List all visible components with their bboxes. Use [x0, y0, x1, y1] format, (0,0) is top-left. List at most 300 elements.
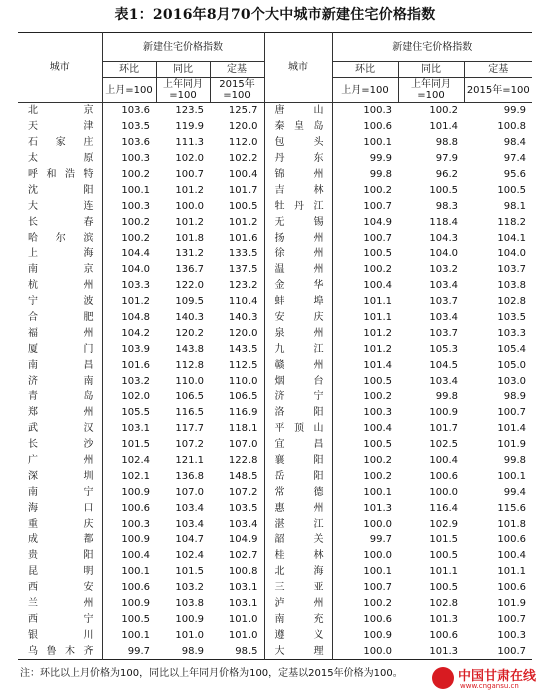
cell-mom-left: 100.6: [102, 500, 156, 516]
cell-city-right: 济 宁: [264, 389, 332, 405]
cell-yoy-left: 109.5: [175, 296, 204, 308]
cell-mom-right: 100.0: [332, 548, 398, 564]
cell-yoy-left: 101.2: [175, 184, 204, 196]
cell-mom-left: 100.9: [102, 532, 156, 548]
cell-base-right: 115.6: [497, 502, 527, 514]
cell-yoy-right: 102.9: [429, 518, 459, 530]
cell-base-right: 101.8: [497, 518, 527, 530]
cell-mom-left: 103.5: [102, 119, 156, 135]
cell-city-right: 常 德: [264, 484, 332, 500]
cell-mom-left: 100.2: [102, 230, 156, 246]
table-row: [18, 627, 532, 643]
cell-base-right: 105.4: [497, 343, 527, 355]
cell-city-left: 石家庄: [28, 137, 94, 149]
cell-mom-left: 103.6: [102, 103, 156, 119]
cell-base-left: 110.0: [228, 375, 258, 387]
cell-yoy-right: 104.3: [429, 232, 459, 244]
cell-base-left: 101.6: [228, 232, 258, 244]
cell-city-left: 厦 门: [28, 343, 94, 355]
cell-yoy-left: 143.8: [175, 343, 204, 355]
table-row: [18, 389, 532, 405]
cell-yoy-right: 97.9: [435, 153, 459, 165]
cell-mom-right: 99.8: [332, 167, 398, 183]
cell-base-right: 100.7: [497, 407, 527, 419]
table-row: [18, 262, 532, 278]
cell-mom-right: 100.2: [332, 468, 398, 484]
cell-base-right: 95.6: [503, 169, 527, 180]
cell-base-left: 100.4: [228, 169, 258, 180]
cell-yoy-right: 103.4: [429, 375, 459, 387]
cell-mom-right: 100.1: [332, 135, 398, 151]
cell-base-right: 100.4: [497, 550, 527, 562]
cell-yoy-right: 101.1: [429, 566, 459, 578]
cell-city-left: 沈 阳: [28, 184, 94, 196]
cell-city-right: 岳 阳: [264, 468, 332, 484]
cell-yoy-left: 102.0: [175, 153, 204, 165]
cell-base-left: 118.1: [228, 423, 258, 435]
cell-mom-left: 101.2: [102, 294, 156, 310]
cell-city-right: 宜 昌: [264, 437, 332, 453]
cell-mom-left: 104.0: [102, 262, 156, 278]
base-base-label-right: 2015年=100: [464, 78, 532, 103]
cell-base-right: 97.4: [503, 153, 527, 165]
cell-city-left: 乌鲁木齐: [28, 645, 94, 657]
cell-base-right: 100.1: [497, 470, 527, 482]
cell-city-left: 长 春: [28, 216, 94, 228]
cell-city-left: 青 岛: [28, 391, 94, 403]
cell-base-right: 118.2: [497, 216, 527, 228]
cell-city-left: 哈尔滨: [28, 232, 94, 244]
cell-mom-right: 100.5: [332, 437, 398, 453]
cell-yoy-right: 99.8: [435, 391, 459, 403]
cell-city-right: 韶 关: [264, 532, 332, 548]
cell-mom-left: 103.9: [102, 341, 156, 357]
cell-yoy-left: 121.1: [175, 455, 204, 467]
cell-mom-right: 101.2: [332, 325, 398, 341]
cell-base-left: 103.1: [228, 598, 258, 610]
cell-city-right: 北 海: [264, 564, 332, 580]
table-row: [18, 468, 532, 484]
cell-mom-left: 104.4: [102, 246, 156, 262]
table-row: [18, 310, 532, 326]
cell-mom-right: 101.4: [332, 357, 398, 373]
cell-city-right: 金 华: [264, 278, 332, 294]
cell-mom-right: 100.5: [332, 373, 398, 389]
index-group-header-right: 新建住宅价格指数: [332, 33, 532, 62]
cell-yoy-right: 100.0: [429, 486, 459, 498]
base-header: 定基: [210, 62, 264, 78]
yoy-base-label-right: 上年同月=100: [398, 78, 464, 103]
cell-city-right: 桂 林: [264, 548, 332, 564]
cell-yoy-right: 103.7: [429, 296, 459, 308]
cell-base-right: 99.8: [503, 455, 527, 467]
cell-yoy-right: 101.5: [429, 534, 459, 546]
cell-mom-right: 100.6: [332, 612, 398, 628]
cell-city-left: 太 原: [28, 153, 94, 165]
cell-yoy-left: 117.7: [175, 423, 204, 435]
cell-base-left: 125.7: [228, 105, 258, 117]
cell-mom-left: 100.4: [102, 548, 156, 564]
cell-mom-right: 101.1: [332, 310, 398, 326]
cell-city-right: 泉 州: [264, 325, 332, 341]
cell-yoy-right: 101.3: [429, 645, 459, 657]
cell-yoy-left: 123.5: [175, 105, 204, 117]
cell-base-left: 137.5: [228, 264, 258, 276]
cell-yoy-left: 101.0: [175, 629, 204, 641]
cell-yoy-right: 104.0: [429, 248, 459, 260]
table-row: [18, 357, 532, 373]
cell-mom-right: 100.2: [332, 262, 398, 278]
table-row: [18, 516, 532, 532]
cell-yoy-left: 102.4: [175, 550, 204, 562]
cell-yoy-left: 131.2: [175, 248, 204, 260]
cell-city-left: 海 口: [28, 502, 94, 514]
city-column-header: 城市: [18, 33, 102, 103]
cell-city-right: 湛 江: [264, 516, 332, 532]
cell-yoy-left: 110.0: [175, 375, 204, 387]
city-column-header-right: 城市: [264, 33, 332, 103]
cell-city-right: 九 江: [264, 341, 332, 357]
cell-yoy-right: 100.2: [429, 105, 459, 117]
cell-mom-left: 100.1: [102, 182, 156, 198]
cell-city-right: 丹 东: [264, 151, 332, 167]
cell-mom-right: 100.7: [332, 198, 398, 214]
cell-mom-right: 99.7: [332, 532, 398, 548]
cell-city-left: 天 津: [28, 121, 94, 133]
table-row: [18, 119, 532, 135]
table-row: [18, 596, 532, 612]
cell-base-left: 101.7: [228, 184, 258, 196]
cell-yoy-left: 107.0: [175, 486, 204, 498]
cell-base-right: 101.4: [497, 423, 527, 435]
cell-base-left: 107.2: [228, 486, 258, 498]
cell-base-left: 103.1: [228, 582, 258, 594]
cell-city-left: 福 州: [28, 327, 94, 339]
cell-mom-right: 100.9: [332, 627, 398, 643]
cell-city-left: 兰 州: [28, 598, 94, 610]
cell-base-left: 140.3: [228, 312, 258, 324]
cell-mom-left: 105.5: [102, 405, 156, 421]
cell-mom-left: 104.2: [102, 325, 156, 341]
cell-yoy-left: 120.2: [175, 327, 204, 339]
cell-city-right: 惠 州: [264, 500, 332, 516]
cell-yoy-right: 98.3: [435, 200, 459, 212]
cell-mom-left: 100.1: [102, 627, 156, 643]
cell-city-right: 三 亚: [264, 580, 332, 596]
cell-yoy-left: 111.3: [175, 137, 204, 149]
cell-city-left: 北 京: [28, 105, 94, 117]
cell-city-right: 锦 州: [264, 167, 332, 183]
cell-base-right: 99.9: [503, 105, 527, 117]
cell-mom-right: 99.9: [332, 151, 398, 167]
cell-yoy-right: 100.9: [429, 407, 459, 419]
cell-base-left: 102.2: [228, 153, 258, 165]
cell-yoy-right: 100.6: [429, 470, 459, 482]
cell-city-right: 无 锡: [264, 214, 332, 230]
cell-yoy-right: 100.4: [429, 455, 459, 467]
cell-mom-left: 104.8: [102, 310, 156, 326]
table-row: [18, 643, 532, 659]
cell-mom-left: 101.6: [102, 357, 156, 373]
cell-city-left: 宁 波: [28, 296, 94, 308]
cell-base-left: 148.5: [228, 470, 258, 482]
table-row: [18, 230, 532, 246]
index-group-header-left: 新建住宅价格指数: [102, 33, 264, 62]
cell-city-right: 襄 阳: [264, 453, 332, 469]
cell-base-right: 100.5: [497, 184, 527, 196]
cell-yoy-left: 136.8: [175, 470, 204, 482]
cell-mom-left: 103.1: [102, 421, 156, 437]
cell-mom-right: 100.7: [332, 230, 398, 246]
cell-mom-right: 100.5: [332, 246, 398, 262]
globe-mark-icon: [432, 667, 454, 689]
cell-mom-left: 102.1: [102, 468, 156, 484]
cell-city-right: 包 头: [264, 135, 332, 151]
cell-base-right: 101.1: [497, 566, 527, 578]
cell-mom-right: 101.1: [332, 294, 398, 310]
cell-mom-left: 100.2: [102, 167, 156, 183]
cell-city-right: 牡丹江: [264, 198, 332, 214]
cell-base-left: 101.0: [228, 629, 258, 641]
cell-base-right: 98.4: [503, 137, 527, 149]
table-row: [18, 135, 532, 151]
cell-base-right: 99.4: [503, 486, 527, 498]
cell-yoy-right: 105.3: [429, 343, 459, 355]
cell-mom-right: 100.1: [332, 564, 398, 580]
cell-city-right: 南 充: [264, 612, 332, 628]
yoy-base-label: 上年同月=100: [156, 78, 210, 103]
cell-yoy-right: 96.2: [435, 169, 459, 180]
table-row: [18, 325, 532, 341]
cell-mom-right: 100.0: [332, 643, 398, 659]
cell-base-left: 100.8: [228, 566, 258, 578]
cell-base-right: 104.0: [497, 248, 527, 260]
cell-base-right: 101.9: [497, 439, 527, 451]
cell-city-right: 秦皇岛: [264, 119, 332, 135]
cell-city-right: 烟 台: [264, 373, 332, 389]
table-row: [18, 421, 532, 437]
table-row: [18, 612, 532, 628]
table-row: [18, 564, 532, 580]
cell-mom-left: 100.1: [102, 564, 156, 580]
cell-mom-right: 100.2: [332, 182, 398, 198]
cell-mom-left: 103.3: [102, 278, 156, 294]
cell-mom-left: 102.4: [102, 453, 156, 469]
table-row: [18, 151, 532, 167]
cell-base-left: 112.5: [228, 359, 258, 371]
table-title: 表1：2016年8月70个大中城市新建住宅价格指数: [114, 7, 436, 23]
table-row: [18, 548, 532, 564]
cell-mom-left: 100.9: [102, 484, 156, 500]
cell-yoy-left: 119.9: [175, 121, 204, 133]
cell-yoy-right: 100.5: [429, 184, 459, 196]
table-row: [18, 214, 532, 230]
cell-yoy-right: 103.2: [429, 264, 459, 276]
cell-base-left: 122.8: [228, 455, 258, 467]
cell-city-left: 南 宁: [28, 486, 94, 498]
cell-city-left: 上 海: [28, 248, 94, 260]
cell-mom-right: 100.4: [332, 278, 398, 294]
cell-base-left: 116.9: [228, 407, 258, 419]
cell-mom-left: 102.0: [102, 389, 156, 405]
cell-city-left: 郑 州: [28, 407, 94, 419]
table-row: [18, 182, 532, 198]
cell-mom-right: 100.1: [332, 484, 398, 500]
cell-city-left: 银 川: [28, 629, 94, 641]
cell-yoy-right: 104.5: [429, 359, 459, 371]
cell-city-right: 吉 林: [264, 182, 332, 198]
table-row: [18, 294, 532, 310]
cell-yoy-left: 101.5: [175, 566, 204, 578]
cell-yoy-left: 101.2: [175, 216, 204, 228]
cell-mom-left: 100.5: [102, 612, 156, 628]
cell-base-right: 100.6: [497, 534, 527, 546]
cell-city-right: 扬 州: [264, 230, 332, 246]
cell-city-left: 广 州: [28, 455, 94, 467]
cell-base-right: 103.0: [497, 375, 527, 387]
yoy-header-right: 同比: [398, 62, 464, 78]
cell-mom-right: 100.7: [332, 580, 398, 596]
cell-city-right: 平顶山: [264, 421, 332, 437]
cell-mom-left: 100.3: [102, 516, 156, 532]
cell-city-left: 济 南: [28, 375, 94, 387]
logo-url: www.cngansu.cn: [460, 682, 519, 690]
cell-base-right: 102.8: [497, 296, 527, 308]
cell-yoy-left: 104.7: [175, 534, 204, 546]
cell-yoy-left: 107.2: [175, 439, 204, 451]
base-header-right: 定基: [464, 62, 532, 78]
table-row: [18, 167, 532, 183]
cell-mom-right: 100.3: [332, 405, 398, 421]
cell-yoy-right: 100.5: [429, 582, 459, 594]
cell-city-left: 大 连: [28, 200, 94, 212]
cell-base-right: 100.7: [497, 645, 527, 657]
cell-city-right: 大 理: [264, 643, 332, 659]
cell-mom-right: 100.2: [332, 596, 398, 612]
cell-yoy-right: 100.6: [429, 629, 459, 641]
cell-base-left: 112.0: [228, 137, 258, 149]
cell-city-left: 贵 阳: [28, 550, 94, 562]
table-row: [18, 103, 532, 119]
cell-city-left: 南 昌: [28, 359, 94, 371]
cell-city-left: 重 庆: [28, 518, 94, 530]
cell-yoy-left: 106.5: [175, 391, 204, 403]
cell-yoy-left: 116.5: [175, 407, 204, 419]
cell-city-right: 泸 州: [264, 596, 332, 612]
cell-base-left: 120.0: [228, 327, 258, 339]
cell-city-left: 呼和浩特: [28, 169, 94, 180]
cell-city-left: 昆 明: [28, 566, 94, 578]
cell-yoy-left: 103.4: [175, 518, 204, 530]
cell-city-left: 合 肥: [28, 312, 94, 324]
cell-base-left: 133.5: [228, 248, 258, 260]
cell-base-left: 143.5: [228, 343, 258, 355]
cell-mom-right: 101.2: [332, 341, 398, 357]
cell-base-left: 101.0: [228, 613, 258, 625]
table-row: [18, 484, 532, 500]
cell-yoy-right: 103.4: [429, 280, 459, 292]
cell-city-left: 成 都: [28, 534, 94, 546]
cell-base-right: 103.8: [497, 280, 527, 292]
table-row: [18, 341, 532, 357]
cell-base-left: 100.5: [228, 200, 258, 212]
cell-city-right: 洛 阳: [264, 405, 332, 421]
cell-mom-right: 100.0: [332, 516, 398, 532]
cell-yoy-left: 100.7: [175, 169, 204, 180]
cell-mom-left: 103.6: [102, 135, 156, 151]
cell-city-left: 长 沙: [28, 439, 94, 451]
cell-base-left: 120.0: [228, 121, 258, 133]
cell-mom-right: 100.2: [332, 389, 398, 405]
table-row: [18, 278, 532, 294]
cell-mom-right: 100.6: [332, 119, 398, 135]
cell-city-right: 遵 义: [264, 627, 332, 643]
mom-base-label: 上月=100: [102, 78, 156, 103]
cell-city-left: 武 汉: [28, 423, 94, 435]
cell-yoy-right: 100.5: [429, 550, 459, 562]
cell-base-left: 104.9: [228, 534, 258, 546]
cell-yoy-left: 103.8: [175, 598, 204, 610]
cell-base-right: 103.5: [497, 312, 527, 324]
cell-base-left: 110.4: [228, 296, 258, 308]
cell-mom-right: 100.3: [332, 103, 398, 119]
cell-yoy-left: 112.8: [175, 359, 204, 371]
cell-mom-left: 100.6: [102, 580, 156, 596]
cell-mom-right: 100.4: [332, 421, 398, 437]
cell-yoy-right: 102.8: [429, 598, 459, 610]
cell-base-left: 123.2: [228, 280, 258, 292]
mom-base-label-right: 上月=100: [332, 78, 398, 103]
cell-yoy-right: 103.7: [429, 327, 459, 339]
cell-city-right: 徐 州: [264, 246, 332, 262]
cell-mom-left: 99.7: [102, 643, 156, 659]
cell-base-left: 103.5: [228, 502, 258, 514]
cell-yoy-left: 100.0: [175, 200, 204, 212]
cell-mom-left: 100.9: [102, 596, 156, 612]
table-row: [18, 437, 532, 453]
cell-base-left: 103.4: [228, 518, 258, 530]
cell-city-left: 西 安: [28, 582, 94, 594]
cell-city-left: 杭 州: [28, 280, 94, 292]
mom-header: 环比: [102, 62, 156, 78]
cell-mom-left: 100.2: [102, 214, 156, 230]
cell-yoy-left: 140.3: [175, 312, 204, 324]
logo-brand: 中国甘肃在线: [458, 669, 537, 684]
cell-base-left: 98.5: [235, 645, 258, 657]
table-row: [18, 405, 532, 421]
table-row: [18, 373, 532, 389]
cell-base-right: 103.3: [497, 327, 527, 339]
yoy-header: 同比: [156, 62, 210, 78]
cell-yoy-left: 101.8: [175, 232, 204, 244]
cell-yoy-right: 101.7: [429, 423, 459, 435]
cell-city-left: 西 宁: [28, 613, 94, 625]
cell-base-right: 101.9: [497, 598, 527, 610]
cell-base-right: 100.6: [497, 582, 527, 594]
cell-base-right: 100.3: [497, 629, 527, 641]
cell-yoy-left: 100.9: [175, 613, 204, 625]
cell-city-right: 赣 州: [264, 357, 332, 373]
cell-mom-left: 101.5: [102, 437, 156, 453]
cell-yoy-right: 102.5: [429, 439, 459, 451]
cell-mom-right: 101.3: [332, 500, 398, 516]
cell-city-right: 温 州: [264, 262, 332, 278]
cell-base-right: 100.8: [497, 121, 527, 133]
cell-city-right: 安 庆: [264, 310, 332, 326]
table-row: [18, 246, 532, 262]
table-body: [18, 103, 532, 660]
cell-base-left: 102.7: [228, 550, 258, 562]
